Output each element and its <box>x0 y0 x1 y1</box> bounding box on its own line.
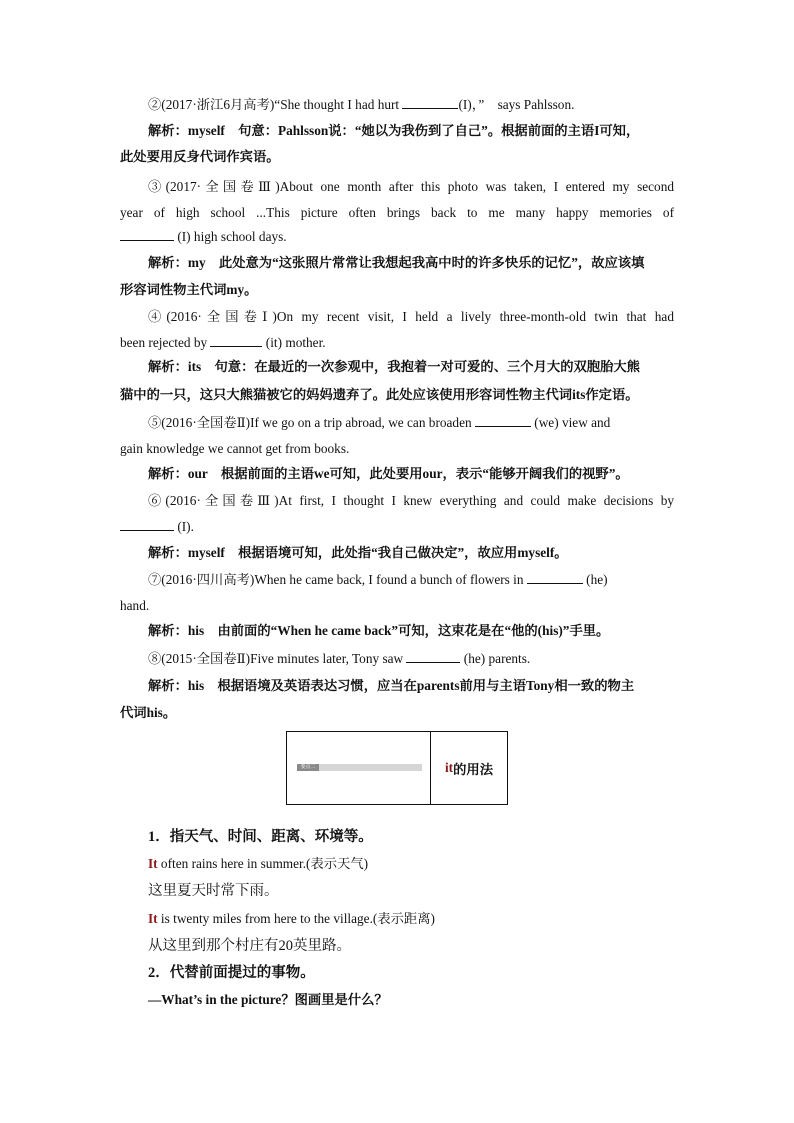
explanation-2: 解析：myself 句意：Pahlsson说：“她以为我伤到了自己”。根据前面的主语I可知， <box>148 123 640 138</box>
answer-blank[interactable] <box>120 228 174 241</box>
question-3-cont2: (I) high school days. <box>120 228 674 246</box>
example-1: It often rains here in summer.(表示天气) <box>148 856 369 871</box>
explanation-8: 解析：his 根据语境及英语表达习惯，应当在parents前用与主语Tony相一致的物主 <box>148 678 635 693</box>
answer-blank[interactable] <box>120 518 174 531</box>
explanation-3-cont: 形容词性物主代词my。 <box>120 282 258 297</box>
example-2-translation: 从这里到那个村庄有20英里路。 <box>148 938 351 954</box>
question-5-cont: gain knowledge we cannot get from books. <box>120 441 350 456</box>
explanation-5: 解析：our 根据前面的主语we可知，此处要用our，表示“能够开阔我们的视野”。 <box>148 466 629 481</box>
explanation-6: 解析：myself 根据语境可知，此处指“我自己做决定”，故应用myself。 <box>148 545 568 560</box>
answer-blank[interactable] <box>210 334 262 347</box>
question-7-cont: hand. <box>120 598 150 613</box>
section-tag-label: 要点二 <box>297 764 319 771</box>
answer-blank[interactable] <box>527 571 583 584</box>
question-6-cont: (I). <box>120 518 674 536</box>
explanation-4-cont: 猫中的一只，这只大熊猫被它的妈妈遗弃了。此处应该使用形容词性物主代词its作定语。 <box>120 387 639 402</box>
question-2: ②(2017·浙江6月高考)“She thought I had hurt (I)，” says Pahlsson. <box>148 97 575 112</box>
section-tag-bar <box>297 764 422 771</box>
question-3: ③(2017·全国卷Ⅲ)About one month after this photo was taken, I entered my second <box>148 179 674 194</box>
section-heading-box <box>286 731 508 805</box>
question-6: ⑥(2016·全国卷Ⅲ)At first, I thought I knew everything and could make decisions by <box>148 493 674 508</box>
answer-blank[interactable] <box>406 650 460 663</box>
question-5: ⑤(2016·全国卷Ⅱ)If we go on a trip abroad, we can broaden (we) view and <box>148 415 611 430</box>
example-1-translation: 这里夏天时常下雨。 <box>148 883 279 899</box>
example-2: It is twenty miles from here to the village.(表示距离) <box>148 911 435 926</box>
answer-blank[interactable] <box>402 96 458 109</box>
question-7: ⑦(2016·四川高考)When he came back, I found a bunch of flowers in (he) <box>148 572 608 587</box>
question-4: ④(2016·全国卷Ⅰ)On my recent visit, I held a lively three-month-old twin that had <box>148 309 674 324</box>
explanation-8-cont: 代词his。 <box>120 705 177 720</box>
section-title: it 的用法 <box>444 760 493 777</box>
explanation-2-cont: 此处要用反身代词作宾语。 <box>120 149 280 164</box>
explanation-3: 解析：my 此处意为“这张照片常常让我想起我高中时的许多快乐的记忆”，故应该填 <box>148 255 645 270</box>
usage-heading-2: 2．代替前面提过的事物。 <box>148 965 315 981</box>
example-3: —What’s in the picture？图画里是什么？ <box>148 992 388 1007</box>
explanation-7: 解析：his 由前面的“When he came back”可知，这束花是在“他的(his)”手里。 <box>148 623 610 638</box>
explanation-4: 解析：its 句意：在最近的一次参观中，我抱着一对可爱的、三个月大的双胞胎大熊 <box>148 359 640 374</box>
usage-heading-1: 1．指天气、时间、距离、环境等。 <box>148 829 373 845</box>
question-3-cont: year of high school ...This picture often brings back to me many happy memories of <box>120 205 674 220</box>
question-4-cont: been rejected by (it) mother. <box>120 335 326 350</box>
answer-blank[interactable] <box>475 414 531 427</box>
section-tag-cell <box>287 732 431 804</box>
question-8: ⑧(2015·全国卷Ⅱ)Five minutes later, Tony saw (he) parents. <box>148 651 531 666</box>
